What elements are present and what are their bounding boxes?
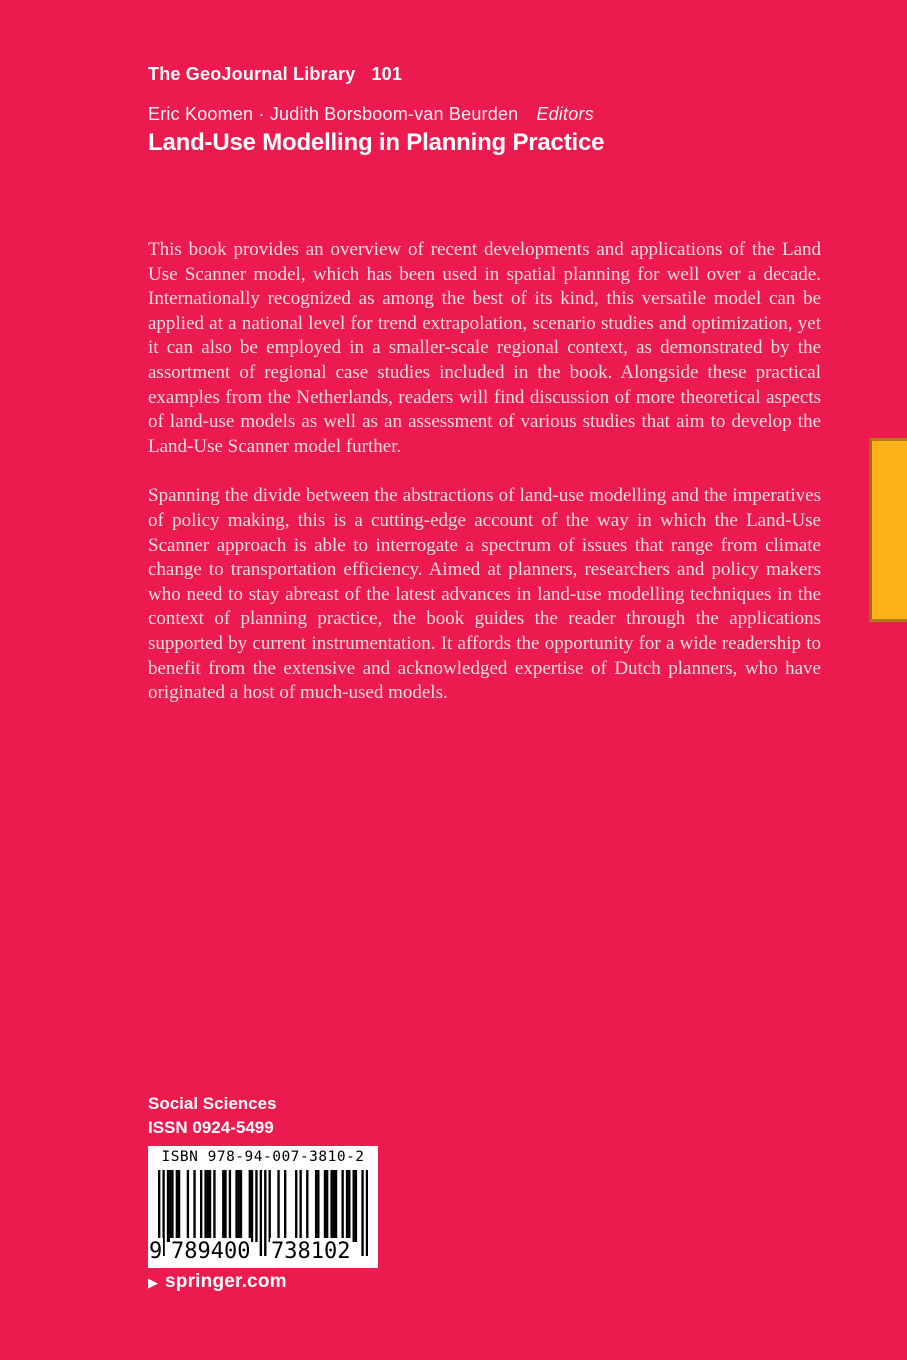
description-paragraph-1: This book provides an overview of recent developments and applications of the Land Use Scanner model, which has been used in spatial planning for well over a decade. Internationally recognized as among the best of its kind, this versatile model can be applied at a national level for trend extrapolation, scenario studies and optimization, yet it can also be employed in a smaller-scale regional context, as demonstrated by the assortment of regional case studies included in the book. Alongside these practical examples from the Netherlands, readers will find discussion of more theoretical aspects of land-use models as well as an assessment of various studies that aim to develop the Land-Use Scanner model further. — [148, 239, 821, 457]
barcode-digits-left: 789400 — [171, 1239, 251, 1264]
subject-category: Social Sciences — [148, 1094, 277, 1113]
book-description — [148, 238, 821, 731]
publisher-url[interactable]: springer.com — [165, 1271, 287, 1292]
publisher-logo[interactable] — [148, 1271, 287, 1293]
description-paragraph-2: Spanning the divide between the abstractions of land-use modelling and the imperatives of policy making, this is a cutting-edge account of the way in which the Land-Use Scanner approach is able to interrogate a spectrum of issues that range from climate change to transportation efficiency. Aimed at planners, researchers and policy makers who need to stay abreast of the latest advances in land-use modelling techniques in the context of planning practice, the book guides the reader through the applications supported by current instrumentation. It affords the opportunity for a wide readership to benefit from the extensive and acknowledged expertise of Dutch planners, who have originated a host of much-used models. — [148, 485, 821, 704]
issn-number: ISSN 0924-5499 — [148, 1118, 274, 1137]
isbn-label: ISBN 978-94-007-3810-2 — [161, 1149, 365, 1165]
cover-edge-tab — [869, 438, 907, 622]
series-name: The GeoJournal Library — [148, 64, 356, 84]
page-title: Land-Use Modelling in Planning Practice — [148, 129, 605, 156]
editor-names: Eric Koomen · Judith Borsboom-van Beurden — [148, 104, 519, 124]
series-number: 101 — [371, 64, 403, 84]
barcode-digit-first: 9 — [149, 1239, 163, 1264]
barcode-digits-right: 738102 — [271, 1239, 351, 1264]
series-title — [148, 64, 402, 85]
editors-line — [148, 104, 594, 125]
isbn-barcode — [148, 1146, 378, 1268]
editors-label: Editors — [536, 104, 594, 124]
springer-arrow-icon: ▶ — [148, 1274, 158, 1290]
